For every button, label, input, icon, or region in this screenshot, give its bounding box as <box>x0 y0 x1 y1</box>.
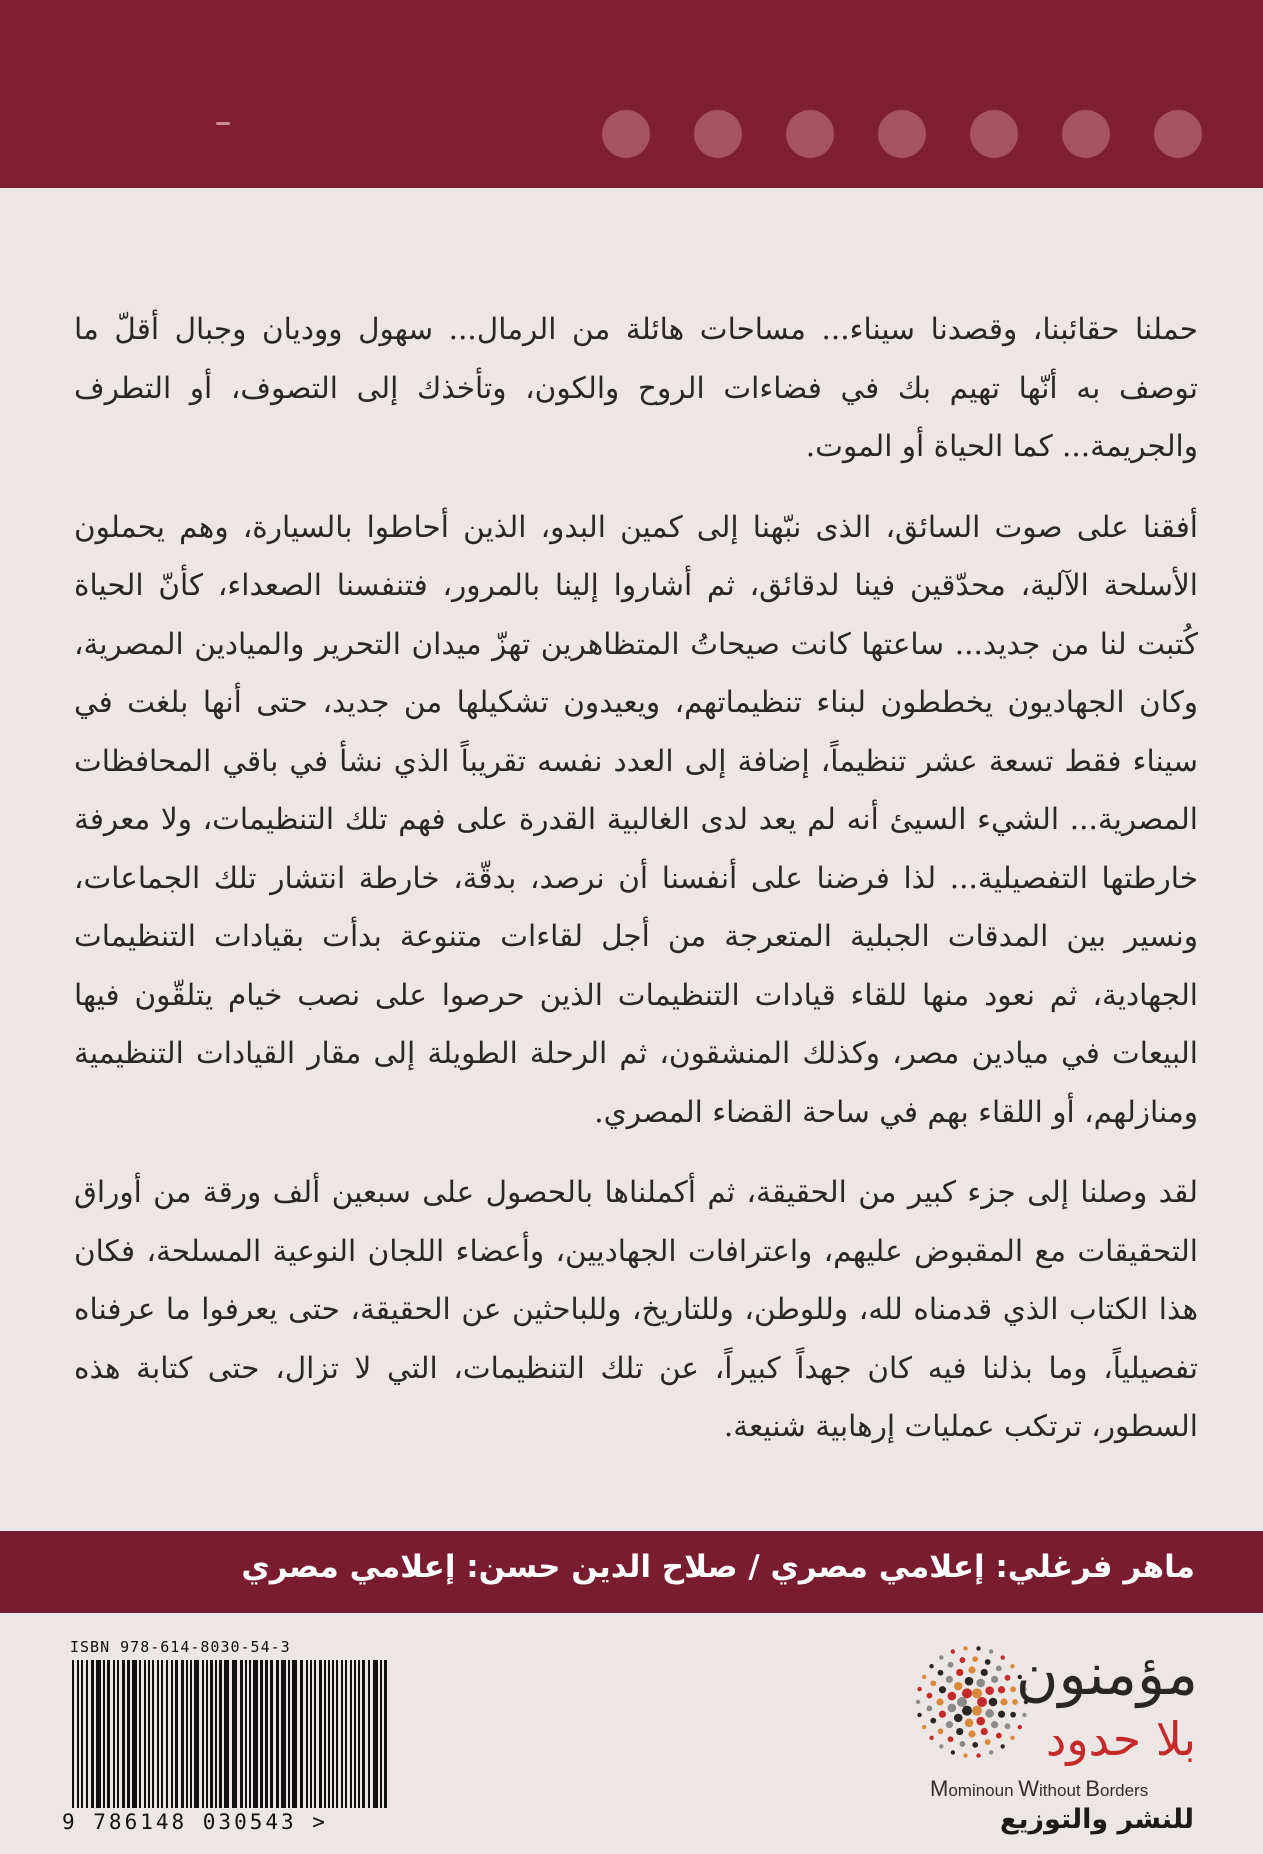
barcode-bar <box>336 1660 338 1808</box>
barcode-bar <box>260 1660 263 1808</box>
barcode-bar <box>181 1660 184 1808</box>
barcode-bar <box>358 1660 360 1808</box>
band-mark <box>216 122 230 125</box>
author-band <box>0 1531 1263 1613</box>
band-dot <box>1062 110 1110 158</box>
barcode-bar <box>157 1660 159 1808</box>
barcode-bar <box>148 1660 150 1808</box>
logo-dot <box>968 1730 975 1737</box>
band-dot <box>786 110 834 158</box>
logo-dot <box>954 1714 963 1723</box>
logo-dot <box>938 1670 944 1676</box>
logo-dot <box>976 1753 980 1757</box>
publisher-en-part: orders <box>1100 1781 1149 1800</box>
barcode-bar <box>152 1660 154 1808</box>
barcode-bar <box>72 1660 74 1808</box>
publisher-en-part: ominoun <box>948 1781 1019 1800</box>
logo-dot <box>948 1704 957 1713</box>
barcode-bar <box>324 1660 326 1808</box>
publisher-en-part: ithout <box>1039 1781 1086 1800</box>
barcode-bar <box>253 1660 258 1808</box>
barcode-bar <box>310 1660 312 1808</box>
logo-dot <box>1005 1675 1011 1681</box>
logo-dot <box>927 1693 933 1699</box>
logo-dot <box>1010 1712 1016 1718</box>
logo-dot <box>976 1717 985 1726</box>
logo-dot <box>972 1742 978 1748</box>
barcode-bar <box>171 1660 173 1808</box>
barcode <box>62 1638 402 1838</box>
publisher-en-letter: W <box>1018 1776 1040 1801</box>
barcode-bar <box>341 1660 343 1808</box>
logo-dot <box>951 1750 955 1754</box>
logo-dot <box>1000 1698 1007 1705</box>
barcode-bar <box>161 1660 163 1808</box>
barcode-bar <box>314 1660 316 1808</box>
logo-dot <box>1022 1713 1026 1717</box>
logo-dot <box>927 1706 933 1712</box>
barcode-bar <box>132 1660 137 1808</box>
logo-dot <box>960 1741 966 1747</box>
logo-dot <box>917 1687 921 1691</box>
barcode-bar <box>384 1660 387 1808</box>
logo-dot <box>981 1669 988 1676</box>
logo-dot <box>917 1713 921 1717</box>
logo-dot <box>948 1692 957 1701</box>
band-dot <box>602 110 650 158</box>
band-dot <box>694 110 742 158</box>
barcode-bar <box>122 1660 125 1808</box>
logo-dot <box>930 1718 936 1724</box>
barcode-bar <box>166 1660 168 1808</box>
barcode-bar <box>210 1660 213 1808</box>
logo-dot <box>963 1753 967 1757</box>
logo-dot <box>957 1697 967 1707</box>
barcode-bar <box>332 1660 334 1808</box>
logo-dot <box>1010 1664 1014 1668</box>
barcode-bar <box>202 1660 204 1808</box>
band-dot <box>1154 110 1202 158</box>
logo-dot <box>981 1728 988 1735</box>
logo-dot <box>972 1688 982 1698</box>
barcode-bar <box>345 1660 347 1808</box>
barcode-bar <box>96 1660 101 1808</box>
logo-dot <box>960 1657 966 1663</box>
logo-dot <box>972 1656 978 1662</box>
barcode-bar <box>265 1660 268 1808</box>
barcode-bar <box>215 1660 217 1808</box>
barcode-bar <box>194 1660 199 1808</box>
logo-dot <box>1005 1723 1011 1729</box>
logo-dot <box>939 1655 943 1659</box>
blurb-paragraph-3: لقد وصلنا إلى جزء كبير من الحقيقة، ثم أكملناها بالحصول على سبعين ألف ورقة من أوراق التحقيقات مع المقبوض عليهم، واعترافات الجهاديين، وأعضاء اللجان النوعية المسلحة، فكان هذا الكتاب الذي قدمناه لله، وللوطن، وللتاريخ، وللباحثين عن الحقيقة، حتى يعرفوا ما عرفناه تفصيلياً، وما بذلنا فيه كان جهداً كبيراً، عن تلك التنظيمات، التي لا تزال، حتى كتابة هذه السطور، ترتكب عمليات إرهابية شنيعة. <box>74 1175 1198 1443</box>
barcode-bar <box>354 1660 356 1808</box>
isbn-digits: 9 786148 030543 > <box>62 1810 328 1834</box>
publisher-en-letter: M <box>930 1776 949 1801</box>
barcode-bar <box>368 1660 370 1808</box>
barcode-bar <box>86 1660 88 1808</box>
barcode-bar <box>103 1660 105 1808</box>
logo-dot <box>989 1698 998 1707</box>
logo-dot <box>916 1700 920 1704</box>
logo-dot <box>965 1677 974 1686</box>
barcode-bar <box>107 1660 110 1808</box>
barcode-bar <box>224 1660 229 1808</box>
logo-dot <box>972 1706 982 1716</box>
logo-dot <box>996 1733 1002 1739</box>
blurb-paragraph-1: حملنا حقائبنا، وقصدنا سيناء... مساحات هائلة من الرمال... سهول ووديان وجبال أقلّ ما توصف به أنّها تهيم بك في فضاءات الروح والكون، وتأخذك إلى التصوف، أو التطرف والجريمة... كما الحياة أو الموت. <box>74 312 1198 463</box>
barcode-bar <box>276 1660 279 1808</box>
logo-dot <box>1018 1725 1022 1729</box>
isbn-label: ISBN 978-614-8030-54-3 <box>70 1638 291 1656</box>
logo-dot <box>968 1666 975 1673</box>
barcode-bar <box>117 1660 119 1808</box>
logo-dot <box>1010 1736 1014 1740</box>
publisher-name-en <box>930 1776 1148 1802</box>
blurb-paragraph-2: أفقنا على صوت السائق، الذى نبّهنا إلى كمين البدو، الذين أحاطوا بالسيارة، وهم يحملون الأسلحة الآلية، محدّقين فينا لدقائق، ثم أشاروا إلينا بالمرور، فتنفسنا الصعداء، كأنّ الحياة كُتبت لنا من جديد... ساعتها كانت صيحاتُ المتظاهرين تهزّ ميدان التحرير والميادين المصرية، وكان الجهاديون يخططون لبناء تنظيماتهم، ويعيدون تشكيلها من جديد، حتى أنها بلغت في سيناء فقط تسعة عشر تنظيماً، إضافة إلى العدد نفسه تقريباً الذي نشأ في باقي المحافظات المصرية... الشيء السيئ أنه لم يعد لدى الغالبية القدرة على فهم تلك التنظيمات، ولا معرفة خارطتها التفصيلية... لذا فرضنا على أنفسنا أن نرصد، بدقّة، خارطة انتشار تلك الجماعات، ونسير بين المدقات الجبلية المتعرجة من أجل لقاءات متنوعة بدأت بقيادات التنظيمات الجهادية، ثم نعود منها للقاء قيادات التنظيمات الذين حرصوا على نصب خيام يتلقّون فيها البيعات في ميادين مصر، وكذلك المنشقون، ثم الرحلة الطويلة إلى مقار القيادات التنظيمية ومنازلهم، أو اللقاء بهم في ساحة القضاء المصري. <box>74 509 1198 1129</box>
logo-dot <box>989 1649 993 1653</box>
logo-dot <box>930 1680 936 1686</box>
publisher-name-ar-2: بلا حدود <box>1045 1712 1196 1766</box>
logo-dot <box>962 1688 972 1698</box>
authors-line: ماهر فرغلي: إعلامي مصري / صلاح الدين حسن: إعلامي مصري <box>241 1549 1195 1585</box>
barcode-bar <box>270 1660 273 1808</box>
band-dot <box>878 110 926 158</box>
barcode-bar <box>219 1660 222 1808</box>
barcode-bar <box>186 1660 188 1808</box>
barcode-bar <box>113 1660 115 1808</box>
barcode-bar <box>232 1660 237 1808</box>
logo-dot <box>939 1711 946 1718</box>
barcode-bar <box>77 1660 79 1808</box>
logo-dot <box>948 1736 954 1742</box>
logo-dot <box>976 1679 985 1688</box>
logo-dot <box>985 1659 991 1665</box>
barcode-bar <box>144 1660 146 1808</box>
barcode-bar <box>91 1660 94 1808</box>
barcode-bar <box>127 1660 130 1808</box>
logo-dot <box>954 1682 963 1691</box>
barcode-bar <box>175 1660 178 1808</box>
logo-dot <box>989 1750 993 1754</box>
publisher-en-letter: B <box>1085 1776 1101 1801</box>
publisher-logo-icon <box>912 1642 1032 1762</box>
logo-dot <box>956 1669 963 1676</box>
logo-dot <box>998 1711 1005 1718</box>
logo-dot <box>956 1728 963 1735</box>
band-dot <box>970 110 1018 158</box>
barcode-bar <box>139 1660 141 1808</box>
logo-dot <box>929 1736 933 1740</box>
logo-dot <box>962 1706 972 1716</box>
barcode-bar <box>240 1660 243 1808</box>
barcode-bar <box>350 1660 352 1808</box>
barcode-bar <box>292 1660 297 1808</box>
logo-dot <box>948 1662 954 1668</box>
barcode-bar <box>288 1660 290 1808</box>
logo-dot <box>939 1744 943 1748</box>
logo-dot <box>938 1728 944 1734</box>
barcode-bar <box>81 1660 83 1808</box>
logo-dot <box>946 1676 953 1683</box>
barcode-bar <box>362 1660 365 1808</box>
barcode-bar <box>328 1660 330 1808</box>
logo-dot <box>977 1697 987 1707</box>
logo-dot <box>1000 1655 1004 1659</box>
blurb-text <box>74 300 1198 1478</box>
logo-dot <box>985 1739 991 1745</box>
top-band <box>0 0 1263 188</box>
logo-dot <box>998 1686 1005 1693</box>
barcode-icon <box>66 1660 396 1810</box>
barcode-bar <box>281 1660 286 1808</box>
logo-dot <box>1000 1744 1004 1748</box>
logo-dot <box>996 1665 1002 1671</box>
logo-dot <box>985 1686 994 1695</box>
logo-dot <box>946 1721 953 1728</box>
barcode-bar <box>306 1660 308 1808</box>
publisher-name-ar: مؤمنون <box>1015 1640 1198 1708</box>
barcode-bar <box>319 1660 322 1808</box>
logo-dot <box>963 1646 967 1650</box>
publisher-logo <box>900 1636 1210 1846</box>
barcode-bar <box>249 1660 251 1808</box>
logo-dot <box>936 1698 943 1705</box>
logo-dot <box>939 1686 946 1693</box>
logo-dot <box>976 1646 980 1650</box>
logo-dot <box>965 1718 974 1727</box>
barcode-bar <box>300 1660 303 1808</box>
barcode-bar <box>380 1660 382 1808</box>
logo-dot <box>951 1649 955 1653</box>
logo-dot <box>991 1721 998 1728</box>
logo-dot <box>922 1675 926 1679</box>
barcode-bar <box>206 1660 208 1808</box>
logo-dot <box>922 1725 926 1729</box>
logo-dot <box>929 1664 933 1668</box>
barcode-bar <box>190 1660 192 1808</box>
barcode-bar <box>245 1660 247 1808</box>
barcode-bar <box>373 1660 378 1808</box>
publisher-distribution: للنشر والتوزيع <box>999 1804 1194 1835</box>
logo-dot <box>985 1709 994 1718</box>
logo-dot <box>991 1676 998 1683</box>
